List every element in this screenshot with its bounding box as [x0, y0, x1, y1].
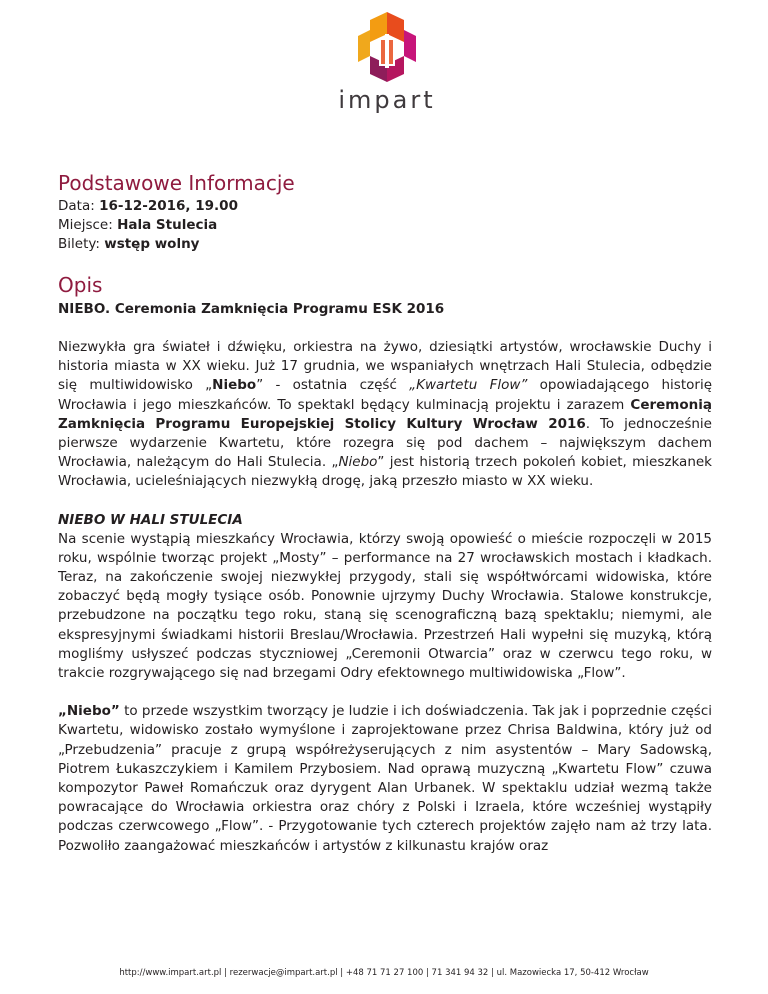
document-body	[58, 170, 712, 856]
tickets-label: Bilety:	[58, 236, 105, 252]
info-block	[58, 197, 712, 254]
place-label: Miejsce:	[58, 217, 118, 233]
place-line	[58, 216, 712, 235]
tickets-line	[58, 235, 712, 254]
tickets-value: wstęp wolny	[104, 236, 200, 252]
logo-wordmark: impart	[338, 86, 436, 114]
paragraph-1: Niezwykła gra świateł i dźwięku, orkiestra na żywo, dziesiątki artystów, wrocławskie Duchy i historia miasta w XX wieku. Już 17 grudnia, we wspaniałych wnętrzach Hali Stulecia, odbędzie się multiwidowisko „Niebo” - ostatnia część „Kwartetu Flow” opowiadającego historię Wrocławia i jego mieszkańców. To spektakl będący kulminacją projektu i zarazem Ceremonią Zamknięcia Programu Europejskiej Stolicy Kultury Wrocław 2016. To jednocześnie pierwsze wydarzenie Kwartetu, które rozegra się pod dachem – największym dachem Wrocławia, należącym do Hali Stulecia. „Niebo” jest historią trzech pokoleń kobiet, mieszkanek Wrocławia, ucieleśniających niezwykłą drogę, jaką przeszło miasto w XX wieku.	[58, 339, 712, 490]
footer-contact: http://www.impart.art.pl | rezerwacje@impart.art.pl | +48 71 71 27 100 | 71 341 94 32 | ul. Mazowiecka 17, 50-412 Wrocław	[119, 968, 649, 978]
date-label: Data:	[58, 198, 100, 214]
place-value: Hala Stulecia	[117, 217, 218, 233]
date-value: 16-12-2016, 19.00	[99, 198, 238, 214]
sub-heading: NIEBO W HALI STULECIA	[58, 511, 243, 528]
impart-hexagon-icon	[332, 12, 442, 84]
opis-heading: Opis	[58, 273, 103, 297]
impart-logo	[332, 12, 442, 112]
date-line	[58, 197, 712, 216]
paragraph-2: Na scenie wystąpią mieszkańcy Wrocławia, którzy swoją opowieść o mieście rozpoczęli w 2015 roku, wspólnie tworząc projekt „Mosty” – performance na 27 wrocławskich mostach i kładkach. Teraz, na zakończenie swojej niezwykłej przygody, stali się współtwórcami widowiska, które zobaczyć będą mogły tysiące osób. Ponownie ujrzymy Duchy Wrocławia. Stalowe konstrukcje, przebudzone na początku tego roku, staną się scenograficzną bazą spektaklu; niemymi, ale ekspresyjnymi świadkami historii Breslau/Wrocławia. Przestrzeń Hali wypełni się muzyką, którą mogliśmy usłyszeć podczas styczniowej „Ceremonii Otwarcia” oraz w czerwcu tego roku, w trakcie rozgrywającego się nad brzegami Odry efektownego multiwidowiska „Flow”.	[58, 530, 712, 682]
event-title: NIEBO. Ceremonia Zamknięcia Programu ESK 2016	[58, 301, 445, 317]
paragraph-3: „Niebo” to przede wszystkim tworzący je ludzie i ich doświadczenia. Tak jak i poprzednie części Kwartetu, widowisko zostało wymyślone i zaprojektowane przez Chrisa Baldwina, który już od „Przebudzenia” pracuje z grupą współreżyserujących z nim asystentów – Mary Sadowską, Piotrem Łukaszczykiem i Kamilem Przybosiem. Nad oprawą muzyczną „Kwartetu Flow” czuwa kompozytor Paweł Romańczuk oraz dyrygent Alan Urbanek. W spektaklu udział wezmą także powracające do Wrocławia orkiestra oraz chóry z Polski i Izraela, które wcześniej wystąpiły podczas czerwcowego „Flow”. - Przygotowanie tych czterech projektów zajęło nam aż trzy lata. Pozwoliło zaangażować mieszkańców i artystów z kilkunastu krajów oraz	[58, 703, 712, 854]
info-heading: Podstawowe Informacje	[58, 171, 295, 195]
